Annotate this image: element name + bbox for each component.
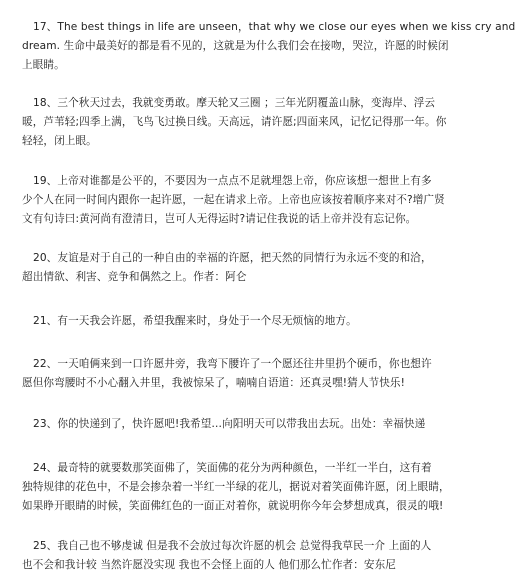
entry-23 bbox=[22, 415, 426, 434]
entry-line: 18、三个秋天过去，我就变勇敢。摩天轮又三圈 ；三年光阴覆盖山脉，变海岸、浮云 bbox=[33, 97, 436, 109]
entry-line: 22、一天咱俩来到一口许愿井旁，我弯下腰许了一个愿还往井里扔个硬币，你也想许 bbox=[33, 358, 432, 370]
entry-19 bbox=[22, 172, 445, 229]
entry-line: 17、The best things in life are unseen，that why we close our eyes when we kiss cry and bbox=[33, 21, 515, 33]
entry-18 bbox=[22, 94, 447, 151]
entry-line: 暖，芦苇轻;四季上满，飞鸟飞过换日线。天高远，请许愿;四面来风，记忆记得那一年。你 bbox=[22, 116, 447, 128]
entry-line: 超出情欲、利害、竞争和偶然之上。作者：阿仑 bbox=[22, 271, 247, 283]
entry-line: 独特规律的花色中，不是会掺杂着一半红一半绿的花儿，据说对着笑面佛许愿，闭上眼睛， bbox=[22, 481, 450, 493]
entry-25 bbox=[22, 537, 432, 575]
entry-line: 19、上帝对谁都是公平的，不要因为一点点不足就埋怨上帝，你应该想一想世上有多 bbox=[33, 175, 432, 187]
entry-line: 24、最奇特的就要数那笑面佛了，笑面佛的花分为两种颜色，一半红一半白，这有着 bbox=[33, 462, 432, 474]
entry-line: 文有句诗曰:黄河尚有澄清日，岂可人无得运时?请记住我说的话上帝并没有忘记你。 bbox=[22, 213, 417, 225]
entry-24 bbox=[22, 459, 450, 516]
entry-line: 20、友谊是对于自己的一种自由的幸福的许愿，把天然的同情行为永远不变的和洽， bbox=[33, 252, 432, 264]
entry-line: 21、有一天我会许愿，希望我醒来时，身处于一个尽无烦恼的地方。 bbox=[33, 315, 357, 327]
entry-line: 少个人在同一时间内跟你一起许愿，一起在请求上帝。上帝也应该按着顺序来对不?增广贤 bbox=[22, 194, 445, 206]
entry-line: 上眼睛。 bbox=[22, 59, 65, 71]
entry-line: 25、我自己也不够虔诚 但是我不会放过每次许愿的机会 总觉得我草民一介 上面的人 bbox=[33, 540, 432, 552]
entry-line: dream. 生命中最美好的都是看不见的，这就是为什么我们会在接吻，哭泣，许愿的时候闭 bbox=[22, 40, 449, 52]
entry-line: 愿但你弯腰时不小心翻入井里，我被惊呆了，喃喃自语道：还真灵嘿!猜人节快乐! bbox=[22, 377, 405, 389]
entry-line: 如果睁开眼睛的时候，笑面佛红色的一面正对着你，就说明你今年会梦想成真，很灵的哦! bbox=[22, 500, 444, 512]
entry-21 bbox=[22, 312, 382, 331]
entry-20 bbox=[22, 249, 432, 287]
entry-line: 23、你的快递到了，快许愿吧!我希望…向阳明天可以带我出去玩。出处：幸福快递 bbox=[33, 418, 426, 430]
entry-22 bbox=[22, 355, 432, 393]
entry-17 bbox=[22, 18, 515, 75]
entry-line: 也不会和我计较 当然许愿没实现 我也不会怪上面的人 他们那么忙作者：安东尼 bbox=[22, 559, 396, 571]
entry-line: 轻轻，闭上眼。 bbox=[22, 135, 97, 147]
